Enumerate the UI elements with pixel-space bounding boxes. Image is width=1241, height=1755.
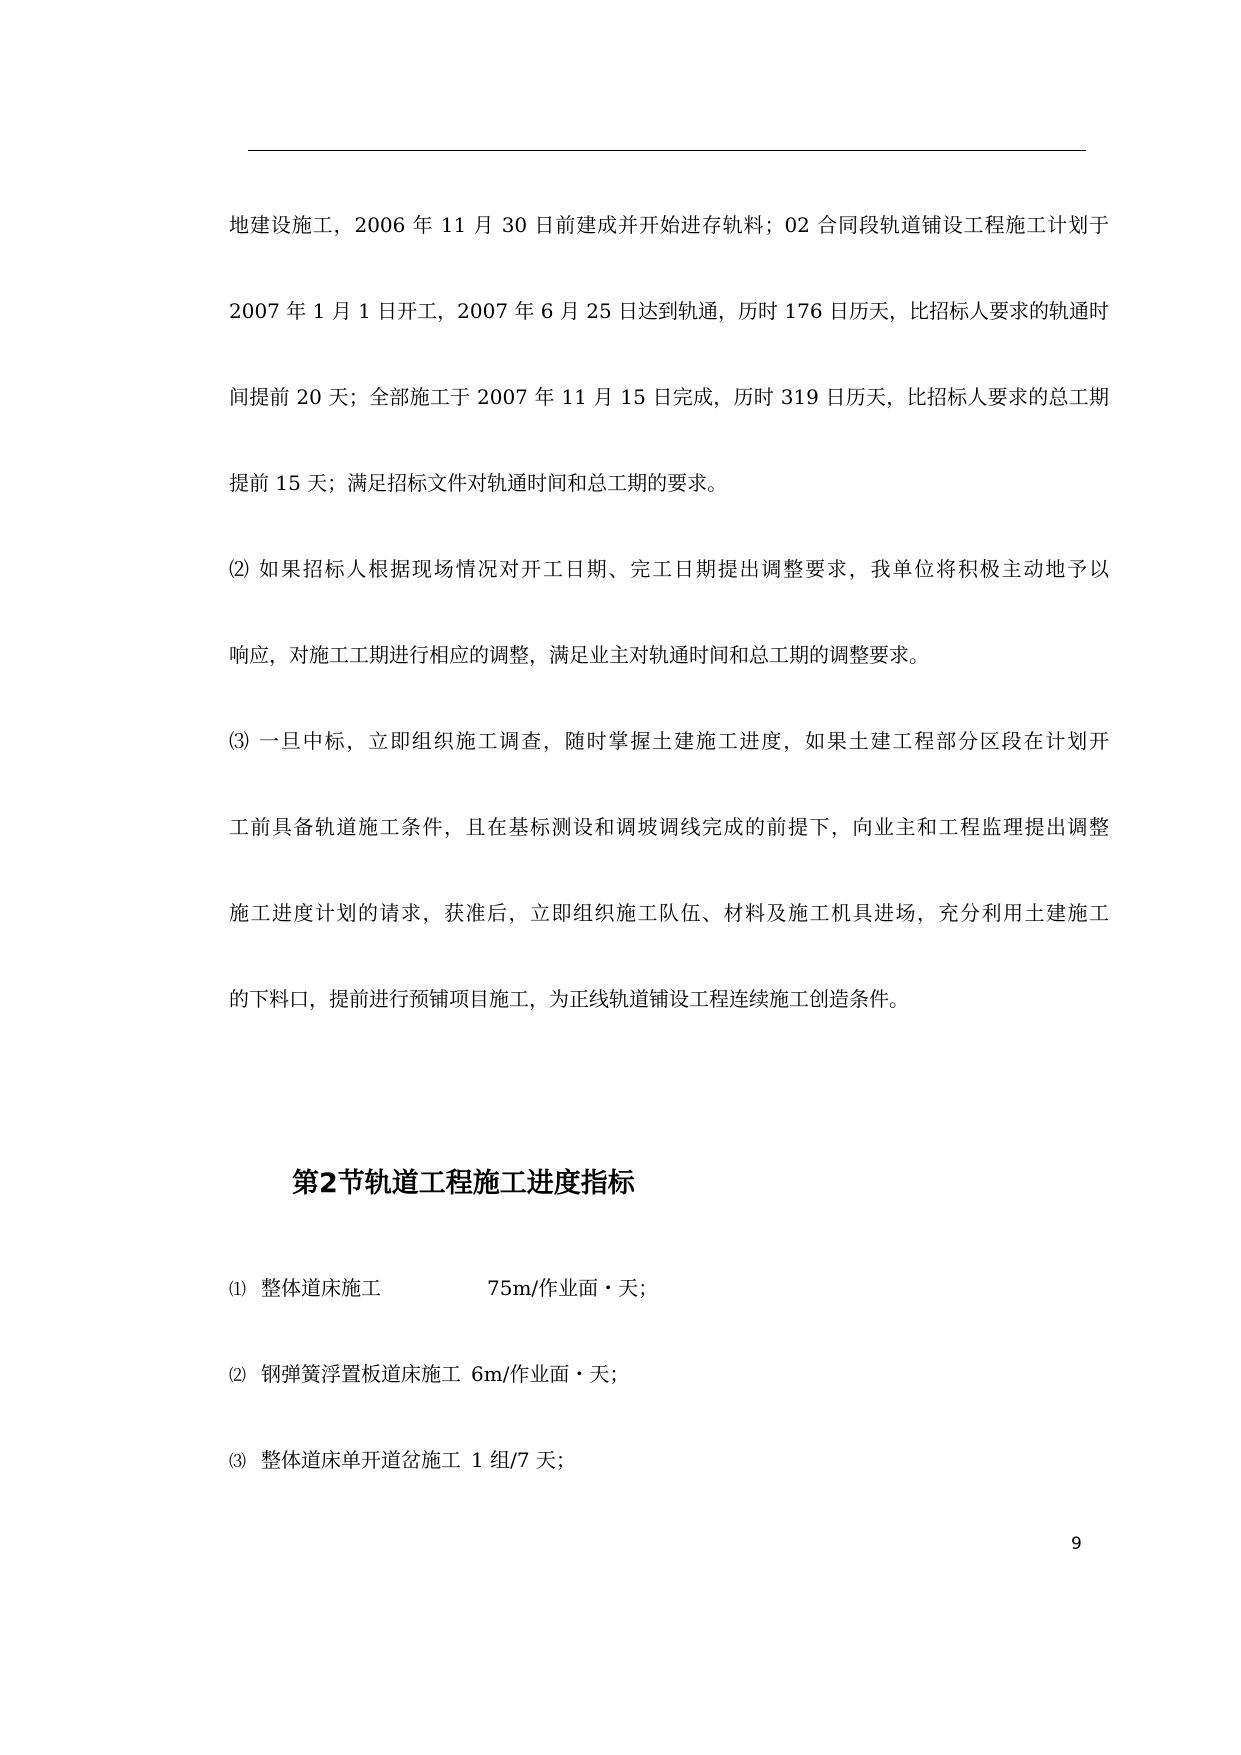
paragraph-line: 工前具备轨道施工条件，且在基标测设和调坡调线完成的前提下，向业主和工程监理提出调整 <box>229 815 1109 839</box>
indicator-item: 整体道床单开道岔施工 <box>261 1448 461 1472</box>
indicator-item: 钢弹簧浮置板道床施工 <box>261 1362 461 1386</box>
indicator-value: 75m/作业面・天； <box>487 1276 659 1300</box>
paragraph-line: 施工进度计划的请求，获准后，立即组织施工队伍、材料及施工机具进场，充分利用土建施工 <box>229 901 1109 925</box>
indicator-row <box>229 1274 659 1304</box>
paragraph-line: 响应，对施工工期进行相应的调整，满足业主对轨通时间和总工期的调整要求。 <box>229 643 929 667</box>
section-heading: 第2节轨道工程施工进度指标 <box>292 1168 635 1199</box>
indicator-row <box>229 1360 629 1390</box>
paragraph-line: 提前 15 天；满足招标文件对轨通时间和总工期的要求。 <box>229 471 728 495</box>
indicator-marker: ⑴ <box>229 1280 246 1300</box>
paragraph-line: 2007 年 1 月 1 日开工，2007 年 6 月 25 日达到轨通，历时 176 日历天，比招标人要求的轨通时 <box>229 299 1109 323</box>
indicator-row <box>229 1446 576 1476</box>
indicator-value: 1 组/7 天； <box>471 1448 576 1472</box>
paragraph-line: ⑶ 一旦中标，立即组织施工调查，随时掌握土建施工进度，如果土建工程部分区段在计划开 <box>229 729 1109 753</box>
indicator-value: 6m/作业面・天； <box>471 1362 630 1386</box>
paragraph-line: 地建设施工，2006 年 11 月 30 日前建成并开始进存轨料；02 合同段轨道铺设工程施工计划于 <box>229 213 1109 237</box>
page-number: 9 <box>1071 1534 1082 1554</box>
indicator-marker: ⑵ <box>229 1366 246 1386</box>
paragraph-line: 的下料口，提前进行预铺项目施工，为正线轨道铺设工程连续施工创造条件。 <box>229 987 909 1011</box>
indicator-marker: ⑶ <box>229 1452 246 1472</box>
indicator-item: 整体道床施工 <box>261 1276 381 1300</box>
header-rule <box>248 150 1086 151</box>
paragraph-line: ⑵ 如果招标人根据现场情况对开工日期、完工日期提出调整要求，我单位将积极主动地予以 <box>229 557 1109 581</box>
paragraph-line: 间提前 20 天；全部施工于 2007 年 11 月 15 日完成，历时 319 日历天，比招标人要求的总工期 <box>229 385 1109 409</box>
